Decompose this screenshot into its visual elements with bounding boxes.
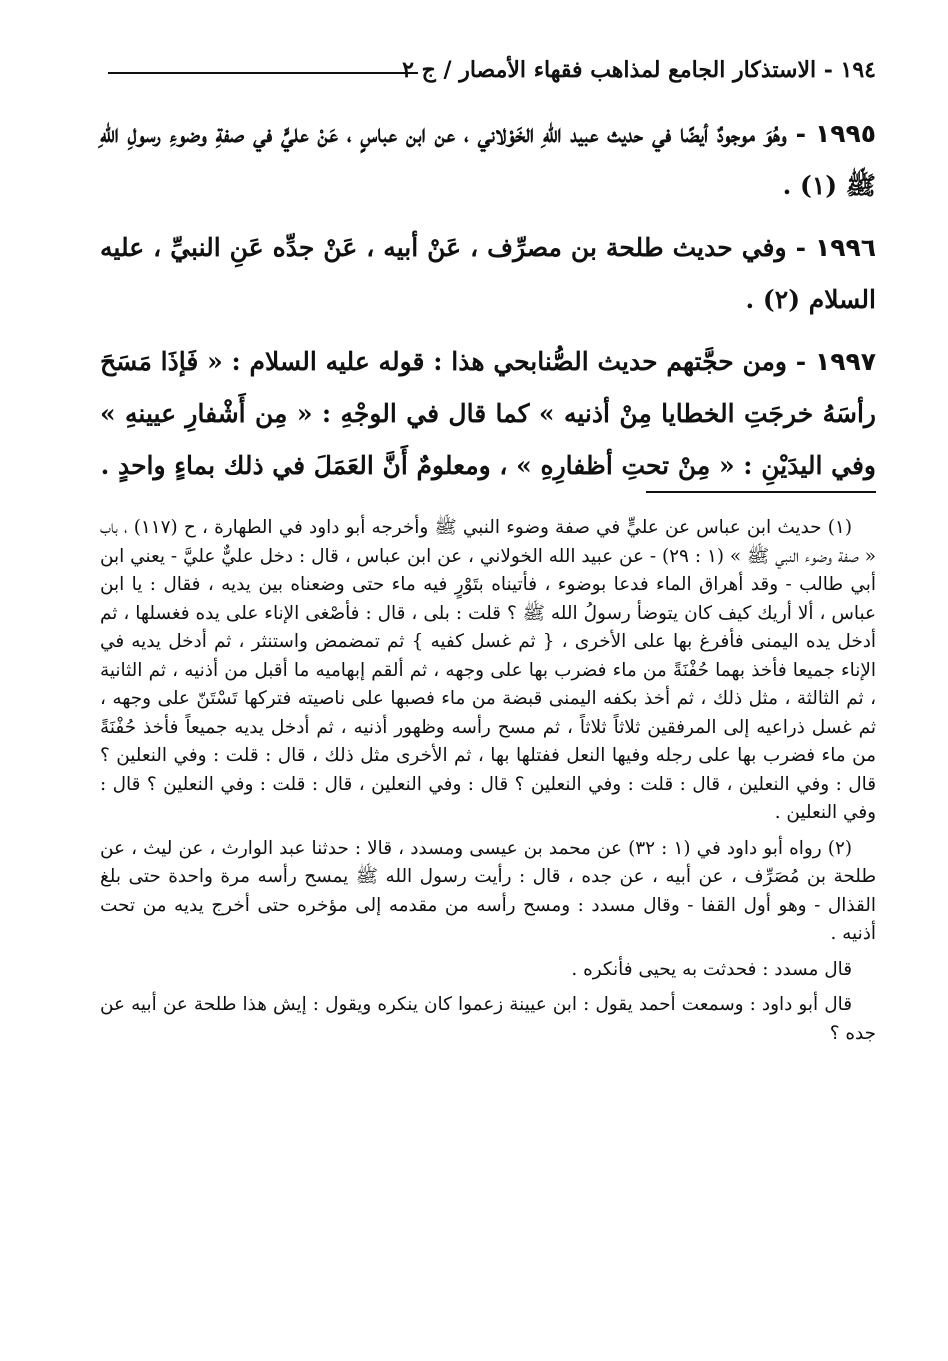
footnote-2-continuation: قال مسدد : فحدثت به يحيى فأنكره .	[571, 958, 852, 980]
paragraph-text: - وهُوَ موجودٌ أيضًا في حديث عبيد اللهِ الخَوْلاني ، عن ابن عباسٍ ، عَنْ عليٍّ في صفةِ وضوءِ رسولِ اللهِ ﷺ (١) .	[100, 119, 876, 200]
paragraph-number: ١٩٩٦	[814, 233, 876, 262]
page-header	[100, 52, 876, 92]
paragraph-1996	[100, 222, 876, 326]
paragraph-text: - وفي حديث طلحة بن مصرِّف ، عَنْ أبيه ، عَنْ جدِّه عَنِ النبيِّ ، عليه السلام (٢) .	[100, 233, 876, 314]
main-text	[100, 108, 876, 502]
paragraph-number: ١٩٩٧	[814, 347, 876, 376]
paragraph-1997	[100, 336, 876, 492]
footnotes	[100, 514, 876, 1055]
footnote-2: (٢) رواه أبو داود في (١ : ٣٢) عن محمد بن عيسى ومسدد ، قالا : حدثنا عبد الوارث ، عن ليث ، عن طلحة بن مُصَرِّف ، عن أبيه ، عن جده ، قال : رأيت رسول الله ﷺ يمسح رأسه مرة واحدة حتى بلغ القذال - وهو أول القفا - وقال مسدد : ومسح رأسه من مقدمه إلى مؤخره حتى أخرج يديه من تحت أذنيه .	[100, 837, 876, 944]
paragraph-1995	[100, 108, 876, 212]
footnote-separator	[646, 491, 876, 493]
header-rule	[108, 72, 418, 74]
paragraph-text: - ومن حجَّتهم حديث الصُّنابحي هذا : قوله عليه السلام : « فَإذَا مَسَحَ رأسَهُ خرجَتِ الخطايا مِنْ أذنيه » كما قال في الوجْهِ : « مِن أَشْفارِ عيينهِ » وفي اليدَيْنِ : « مِنْ تحتِ أظفارِهِ » ، ومعلومٌ أَنَّ العَمَلَ في ذلك بماءٍ واحدٍ .	[100, 347, 876, 480]
footnote-1: (١) حديث ابن عباس عن عليٍّ في صفة وضوء النبي ﷺ وأخرجه أبو داود في الطهارة ، ح (١١٧) ، باب « صفة وضوء النبي ﷺ » (١ : ٢٩) - عن عبيد الله الخولاني ، عن ابن عباس ، قال : دخل عليٌّ عليَّ - يعني ابن أبي طالب - وقد أهراق الماء فدعا بوضوء ، فأتيناه بتَوْرٍ فيه ماء حتى وضعناه بين يديه ، فقال : يا ابن عباس ، ألا أريك كيف كان يتوضأ رسولُ الله ﷺ ؟ قلت : بلى ، قال : فأصْغى الإناء على يده فغسلها ، ثم أدخل يده اليمنى فأفرغ بها على الأخرى ، { ثم غسل كفيه } ثم تمضمض واستنثر ، ثم أدخل يديه في الإناء جميعا فأخذ بهما حُفْنَةً من ماء فضرب بها على وجهه ، ثم ألقم إبهاميه ما أقبل من أذنيه ، ثم الثانية ، ثم الثالثة ، مثل ذلك ، ثم أخذ بكفه اليمنى قبضة من ماء فصبها على ناصيته فتركها تَسْتَنّ على وجهه ، ثم غسل ذراعيه إلى المرفقين ثلاثاً ثلاثاً ، ثم مسح رأسه وظهور أذنيه ، ثم أدخل يديه جميعاً فأخذ حُفْنَةً من ماء فضرب بها على رجله وفيها النعل ففتلها بها ، ثم الأخرى مثل ذلك ، قال : قلت : وفي النعلين ؟ قال : وفي النعلين ، قال : قلت : وفي النعلين ؟ قال : وفي النعلين ، قال : قلت : وفي النعلين ؟ قال : وفي النعلين .	[100, 517, 876, 823]
footnote-2-continuation: قال أبو داود : وسمعت أحمد يقول : ابن عيينة زعموا كان ينكره ويقول : إيش هذا طلحة عن أبيه عن جده ؟	[100, 994, 876, 1044]
running-header-title: ١٩٤ - الاستذكار الجامع لمذاهب فقهاء الأمصار / ج ٢	[402, 57, 876, 83]
paragraph-number: ١٩٩٥	[814, 119, 876, 148]
